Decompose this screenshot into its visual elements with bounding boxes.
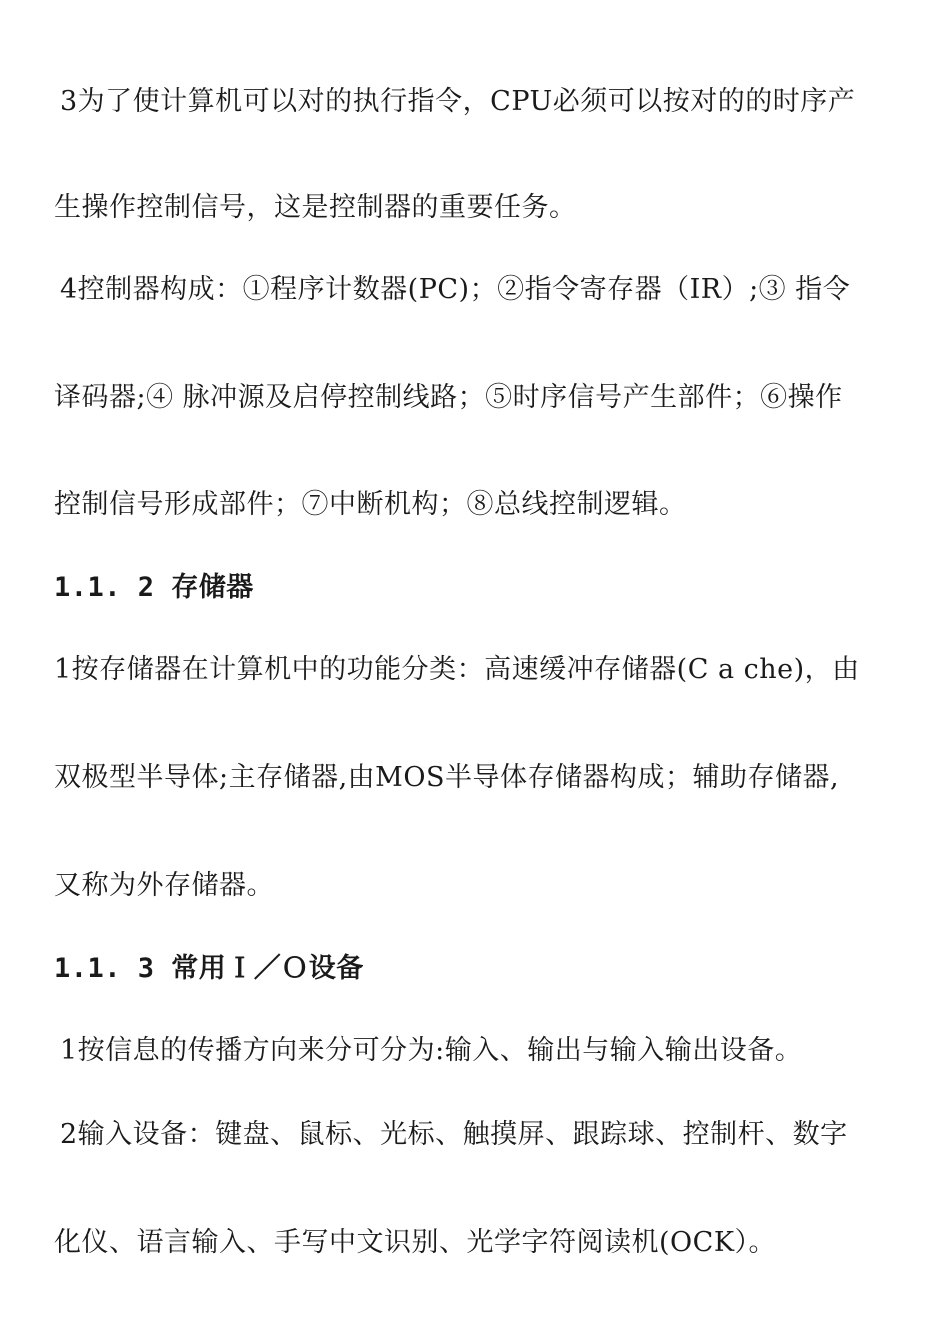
paragraph-io-item2-line2: 化仪、语言输入、手写中文识别、光学字符阅读机(OCK）。 — [54, 1227, 776, 1258]
section-heading-memory: 1.1. 2 存储器 — [54, 572, 254, 603]
paragraph-io-item2-line1: 2输入设备：键盘、鼠标、光标、触摸屏、跟踪球、控制杆、数字 — [60, 1119, 848, 1150]
paragraph-item4-line1: 4控制器构成：①程序计数器(PC)；②指令寄存器（IR）;③ 指令 — [60, 274, 851, 305]
paragraph-item4-line2: 译码器;④ 脉冲源及启停控制线路；⑤时序信号产生部件；⑥操作 — [54, 382, 843, 413]
section-heading-io: 1.1. 3 常用Ｉ／Ｏ设备 — [54, 953, 364, 984]
paragraph-item3-line2: 生操作控制信号，这是控制器的重要任务。 — [54, 192, 577, 223]
paragraph-io-item1: 1按信息的传播方向来分可分为:输入、输出与输入输出设备。 — [60, 1035, 803, 1066]
paragraph-item3-line1: 3为了使计算机可以对的执行指令，CPU必须可以按对的的时序产 — [60, 86, 856, 117]
paragraph-item4-line3: 控制信号形成部件；⑦中断机构；⑧总线控制逻辑。 — [54, 489, 687, 520]
paragraph-memory-line2: 双极型半导体;主存储器,由MOS半导体存储器构成；辅助存储器, — [54, 762, 840, 793]
paragraph-memory-line1: 1按存储器在计算机中的功能分类：高速缓冲存储器(C a che)，由 — [54, 654, 860, 685]
paragraph-memory-line3: 又称为外存储器。 — [54, 870, 274, 901]
